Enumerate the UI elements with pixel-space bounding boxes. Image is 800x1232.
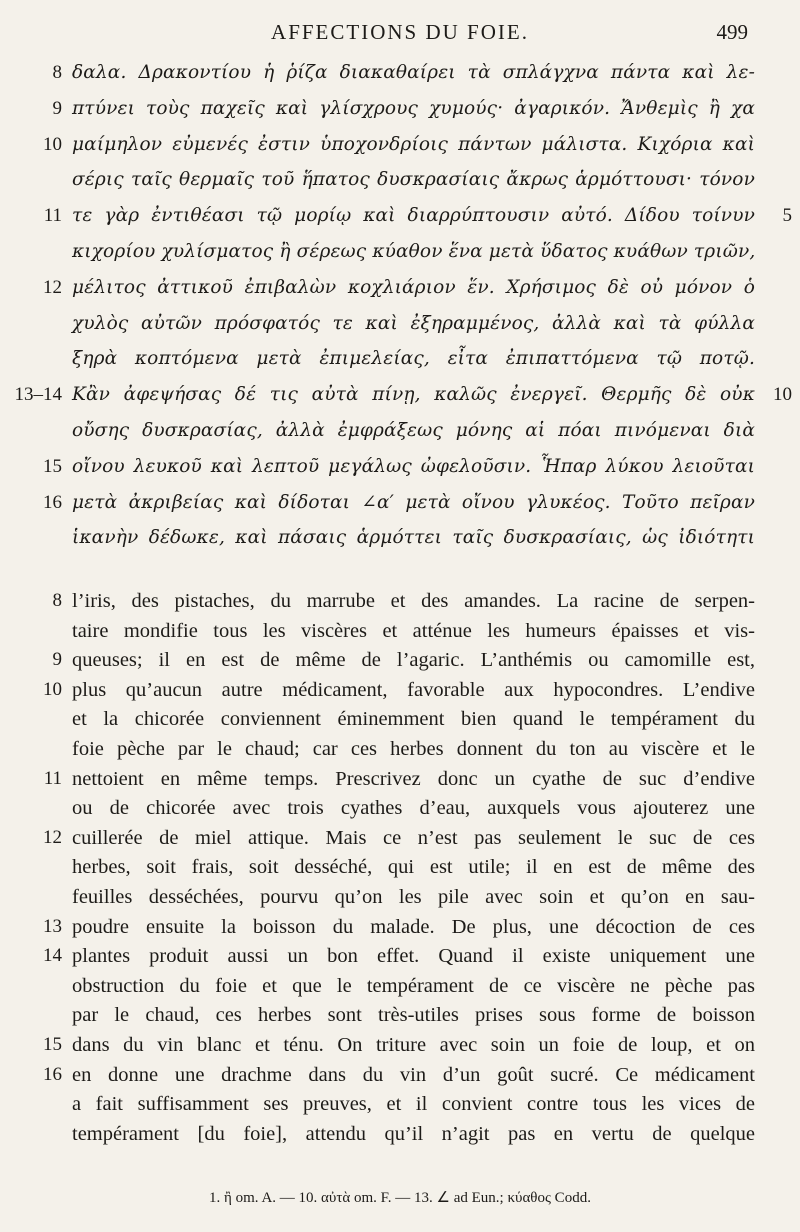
- french-line-text: a fait suffisamment ses preuves, et il convient contre tous les vices de: [72, 1093, 755, 1116]
- line-number: 13–14: [14, 384, 62, 406]
- french-line-text: par le chaud, ces herbes sont très-utiles prises sous forme de boisson: [72, 1004, 755, 1027]
- french-line-text: plus qu’aucun autre médicament, favorable aux hypocondres. L’endive: [72, 678, 755, 701]
- greek-line-text: Κἂν ἀφεψήσας δέ τις αὐτὰ πίνῃ, καλῶς ἐνεργεῖ. Θερμῆς δὲ οὐκ: [72, 384, 755, 406]
- french-line-text: dans du vin blanc et ténu. On triture avec soin un foie de loup, et on: [72, 1034, 755, 1056]
- line-number: 9: [52, 649, 62, 671]
- line-number: 10: [43, 133, 62, 155]
- greek-line-text: οἴνου λευκοῦ καὶ λεπτοῦ μεγάλως ὠφελοῦσιν. Ἧπαρ λύκου λειοῦται: [72, 455, 755, 477]
- line-number: 15: [43, 1034, 62, 1055]
- page-number: 499: [716, 20, 748, 44]
- greek-line-text: ξηρὰ κοπτόμενα μετὰ ἐπιμελείας, εἶτα ἐπιπαττόμενα τῷ ποτῷ.: [72, 348, 755, 370]
- french-line-text: ou de chicorée avec trois cyathes d’eau, auxquels vous ajouterez une: [72, 797, 755, 820]
- greek-line-text: σέρις ταῖς θερμαῖς τοῦ ἥπατος δυσκρασίαις ἄκρως ἁρμόττουσι· τόνον: [72, 169, 755, 191]
- edition-line-number: 10: [773, 384, 792, 406]
- line-number: 15: [43, 455, 62, 477]
- line-number: 8: [52, 62, 62, 83]
- french-line-text: tempérament [du foie], attendu qu’il n’agit pas en vertu de quelque: [72, 1122, 755, 1145]
- greek-line-text: οὔσης δυσκρασίας, ἀλλὰ ἐμφράξεως μόνης αἱ πόαι πινόμεναι διὰ: [72, 420, 755, 441]
- greek-line-text: τε γὰρ ἐντιθέασι τῷ μορίῳ καὶ διαρρύπτουσιν αὐτό. Δίδου τοίνυν: [72, 205, 755, 227]
- line-number: 16: [43, 1063, 62, 1085]
- greek-line-text: χυλὸς αὐτῶν πρόσφατός τε καὶ ἐξηραμμένος, ἀλλὰ καὶ τὰ φύλλα: [72, 312, 755, 334]
- line-number: 13: [43, 915, 62, 937]
- greek-line-text: πτύνει τοὺς παχεῖς καὶ γλίσχρους χυμούς· ἀγαρικόν. Ἄνθεμὶς ἢ χα: [72, 97, 755, 119]
- greek-line-text: μέλιτος ἀττικοῦ ἐπιβαλὼν κοχλιάριον ἕν. Χρήσιμος δὲ οὐ μόνον ὁ: [72, 276, 755, 298]
- french-line-text: nettoient en même temps. Prescrivez donc un cyathe de suc d’endive: [72, 767, 755, 790]
- french-line-text: foie pèche par le chaud; car ces herbes donnent du ton au viscère et le: [72, 738, 755, 760]
- greek-line-text: δαλα. Δρακοντίου ἡ ῥίζα διακαθαίρει τὰ σπλάγχνα πάντα καὶ λε-: [72, 62, 755, 83]
- line-number: 11: [43, 205, 62, 227]
- line-number: 11: [43, 767, 62, 789]
- running-title: AFFECTIONS DU FOIE.: [271, 20, 529, 44]
- french-line-text: taire mondifie tous les viscères et atténue les humeurs épaisses et vis-: [72, 619, 755, 642]
- french-line-text: feuilles desséchées, pourvu qu’on les pile avec soin et qu’on en sau-: [72, 886, 755, 908]
- french-line-text: cuillerée de miel attique. Mais ce n’est pas seulement le suc de ces: [72, 826, 755, 849]
- french-line-text: plantes produit aussi un bon effet. Quand il existe uniquement une: [72, 945, 755, 968]
- greek-line-text: ἱκανὴν δέδωκε, καὶ πάσαις ἁρμόττει ταῖς δυσκρασίαις, ὡς ἰδιότητι: [72, 527, 755, 549]
- line-number: 12: [43, 826, 62, 848]
- french-line-text: poudre ensuite la boisson du malade. De plus, une décoction de ces: [72, 915, 755, 938]
- french-line-text: herbes, soit frais, soit desséché, qui est utile; il en est de même des: [72, 856, 755, 879]
- line-number: 16: [43, 491, 62, 513]
- greek-line-text: κιχορίου χυλίσματος ἢ σέρεως κύαθον ἕνα μετὰ ὕδατος κυάθων τριῶν,: [72, 241, 756, 262]
- french-line-text: queuses; il en est de même de l’agaric. L’anthémis ou camomille est,: [72, 649, 755, 672]
- critical-apparatus-footnote: 1. ἢ om. A. — 10. αὐτὰ om. F. — 13. ∠ ad Eun.; κύαθος Codd.: [209, 1190, 591, 1206]
- french-line-text: l’iris, des pistaches, du marrube et des amandes. La racine de serpen-: [72, 590, 755, 612]
- french-line-text: obstruction du foie et que le tempérament de ce viscère ne pèche pas: [72, 974, 755, 997]
- line-number: 9: [52, 97, 62, 119]
- line-number: 10: [43, 678, 62, 700]
- greek-line-text: μετὰ ἀκριβείας καὶ δίδοται ∠α′ μετὰ οἴνου γλυκέος. Τοῦτο πεῖραν: [72, 491, 755, 513]
- edition-line-number: 5: [782, 205, 792, 227]
- running-head: [0, 20, 800, 46]
- line-number: 14: [43, 945, 62, 967]
- french-line-text: et la chicorée conviennent éminemment bien quand le tempérament du: [72, 708, 755, 731]
- greek-line-text: μαίμηλον εὐμενές ἐστιν ὑποχονδρίοις πάντων μάλιστα. Κιχόρια καὶ: [72, 133, 755, 155]
- line-number: 12: [43, 276, 62, 298]
- line-number: 8: [52, 590, 62, 611]
- french-line-text: en donne une drachme dans du vin d’un goût sucré. Ce médicament: [72, 1063, 755, 1086]
